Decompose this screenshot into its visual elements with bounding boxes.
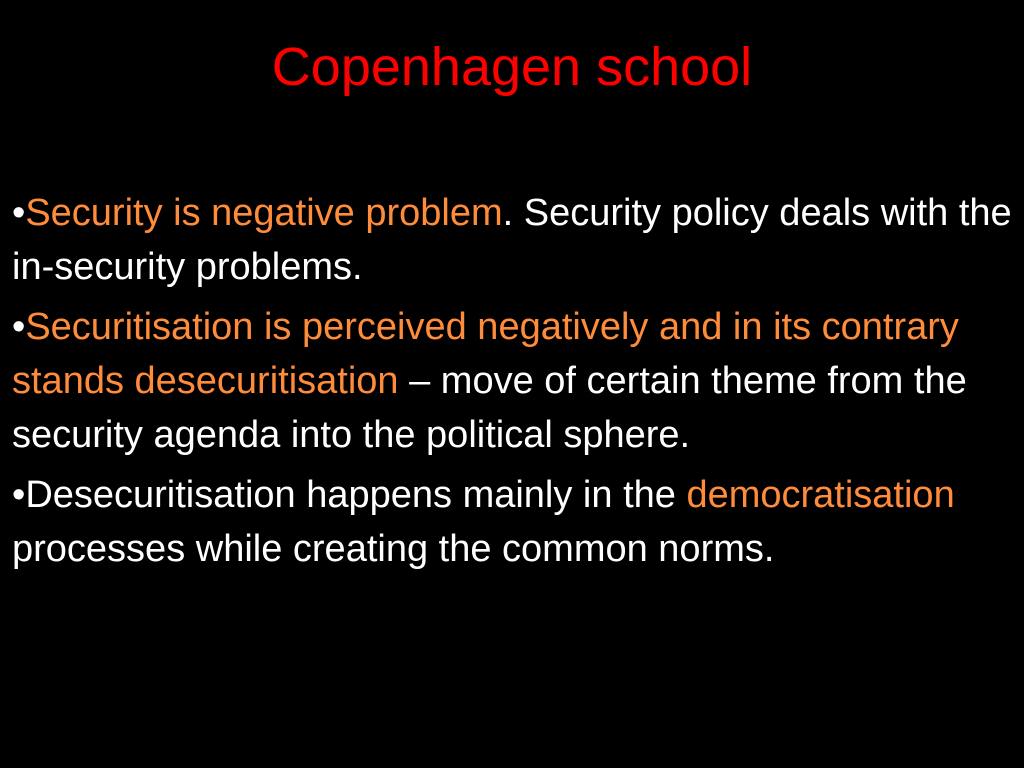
bullet-text: . Security policy deals with the in-security problems.	[12, 192, 1012, 288]
bullet-text: processes while creating the common norms.	[12, 528, 775, 570]
highlighted-phrase: Securitisation is perceived negatively and in its contrary stands desecuritisation	[12, 306, 959, 402]
bullet-security-negative-problem	[12, 186, 1016, 294]
bullet-marker: •	[12, 192, 26, 234]
bullet-marker: •	[12, 474, 26, 516]
bullet-list	[12, 186, 1016, 582]
highlighted-phrase: democratisation	[686, 474, 955, 516]
bullet-text: – move of certain theme from the security agenda into the political sphere.	[12, 360, 967, 456]
highlighted-phrase: Security is negative problem	[25, 192, 503, 234]
bullet-desecuritisation	[12, 468, 1016, 576]
bullet-securitisation	[12, 300, 1016, 462]
bullet-text: Desecuritisation happens mainly in the	[25, 474, 687, 516]
slide-title: Copenhagen school	[271, 37, 753, 97]
bullet-marker: •	[12, 306, 26, 348]
